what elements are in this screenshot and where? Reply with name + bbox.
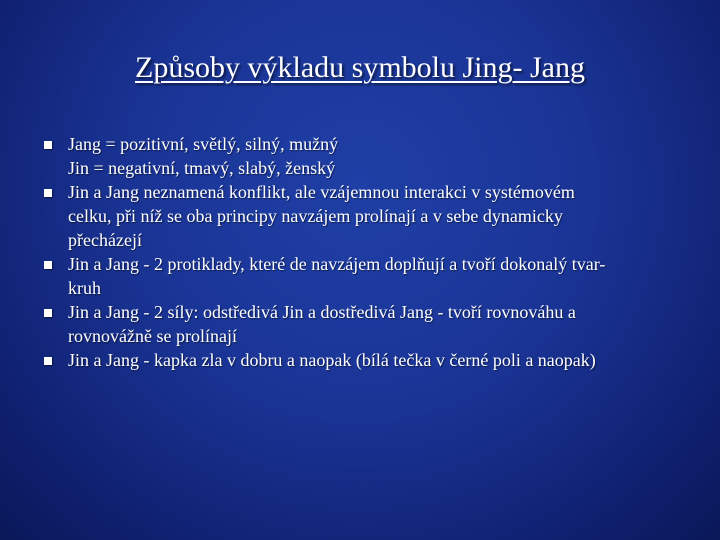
square-bullet-icon: [44, 189, 52, 197]
square-bullet-icon: [44, 309, 52, 317]
square-bullet-icon: [44, 357, 52, 365]
continuation-line: [44, 228, 674, 252]
continuation-line: [44, 324, 674, 348]
bullet-text: Jin = negativní, tmavý, slabý, ženský: [68, 158, 336, 178]
bullet-text: celku, při níž se oba principy navzájem prolínají a v sebe dynamicky: [68, 206, 563, 226]
square-bullet-icon: [44, 261, 52, 269]
bullet-text: přecházejí: [68, 230, 142, 250]
bullet-list: [44, 132, 674, 372]
continuation-line: [44, 156, 674, 180]
bullet-line: [44, 348, 674, 372]
bullet-text: Jin a Jang neznamená konflikt, ale vzájemnou interakci v systémovém: [68, 182, 575, 202]
bullet-text: rovnovážně se prolínají: [68, 326, 237, 346]
square-bullet-icon: [44, 141, 52, 149]
bullet-line: [44, 300, 674, 324]
continuation-line: [44, 276, 674, 300]
continuation-line: [44, 204, 674, 228]
bullet-line: [44, 180, 674, 204]
bullet-text: Jin a Jang - 2 síly: odstředivá Jin a dostředivá Jang - tvoří rovnováhu a: [68, 302, 576, 322]
bullet-text: Jang = pozitivní, světlý, silný, mužný: [68, 134, 339, 154]
bullet-text: Jin a Jang - kapka zla v dobru a naopak (bílá tečka v černé poli a naopak): [68, 350, 596, 370]
bullet-text: Jin a Jang - 2 protiklady, které de navzájem doplňují a tvoří dokonalý tvar-: [68, 254, 606, 274]
bullet-line: [44, 132, 674, 156]
slide-title: Způsoby výkladu symbolu Jing- Jang: [135, 51, 585, 84]
bullet-line: [44, 252, 674, 276]
bullet-text: kruh: [68, 278, 101, 298]
